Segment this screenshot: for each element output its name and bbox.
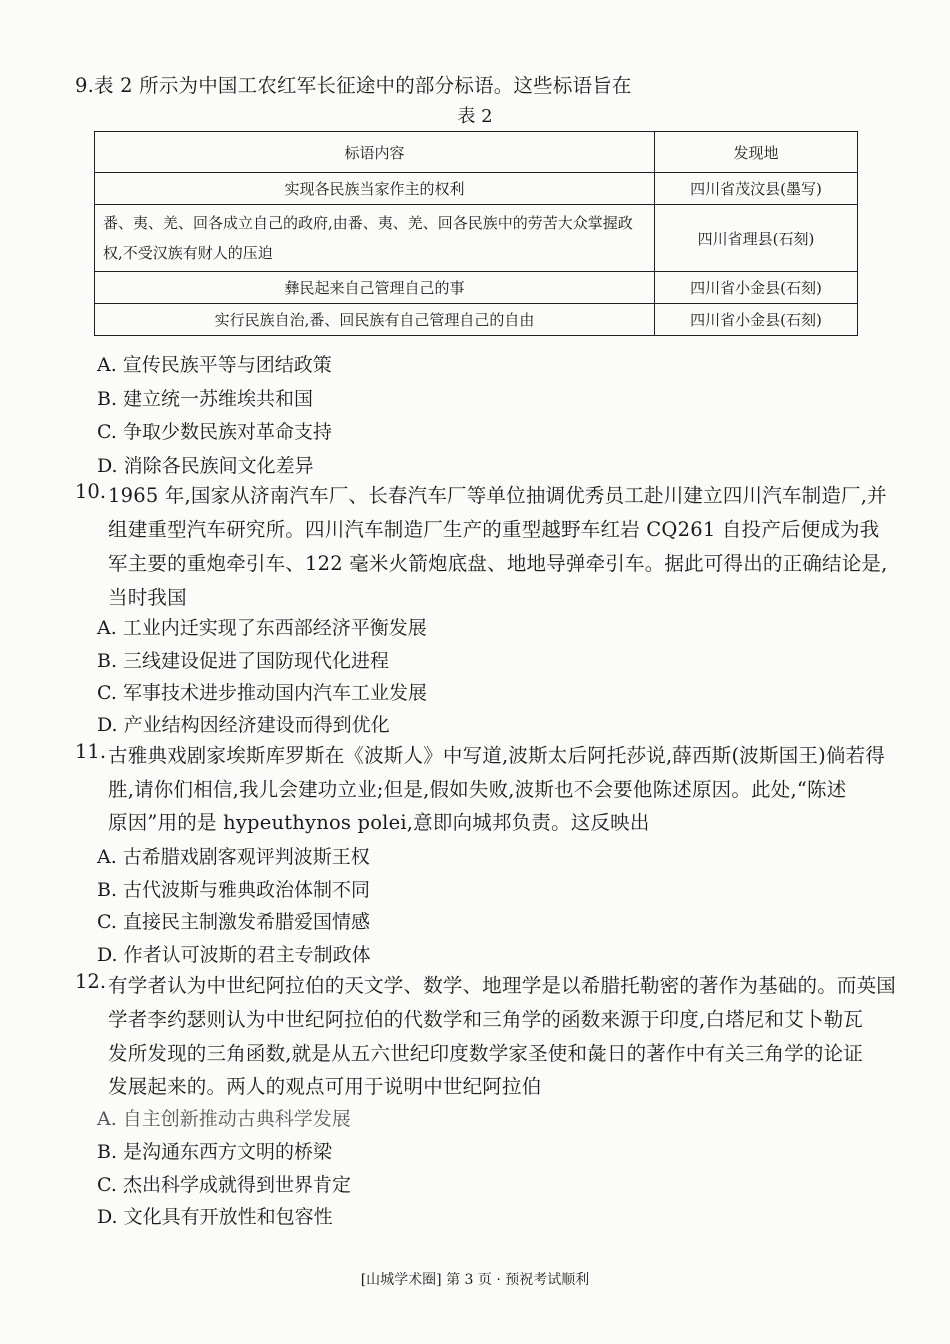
table-header: 标语内容	[95, 132, 655, 173]
table-cell: 四川省理县(石刻)	[655, 205, 858, 272]
table-header: 发现地	[655, 132, 858, 173]
q12-option-d: D. 文化具有开放性和包容性	[97, 1206, 333, 1228]
q12-option-b: B. 是沟通东西方文明的桥梁	[97, 1141, 333, 1163]
table-cell: 实行民族自治,番、回民族有自己管理自己的自由	[95, 304, 655, 336]
page-footer: [山城学术圈] 第 3 页 · 预祝考试顺利	[360, 1272, 590, 1288]
q9-stem	[75, 70, 632, 98]
slogan-table	[94, 131, 858, 336]
q10-option-a: A. 工业内迁实现了东西部经济平衡发展	[97, 617, 427, 639]
q12-option-c: C. 杰出科学成就得到世界肯定	[97, 1174, 351, 1196]
q9-option-c: C. 争取少数民族对革命支持	[97, 421, 332, 443]
table-row	[95, 304, 858, 336]
table-cell: 番、夷、羌、回各成立自己的政府,由番、夷、羌、回各民族中的劳苦大众掌握政权,不受汉族有财人的压迫	[95, 205, 655, 272]
q10-option-b: B. 三线建设促进了国防现代化进程	[97, 650, 390, 672]
q11-option-c: C. 直接民主制激发希腊爱国情感	[97, 911, 370, 933]
q12-option-a: A. 自主创新推动古典科学发展	[97, 1108, 351, 1130]
q10-option-d: D. 产业结构因经济建设而得到优化	[97, 714, 390, 736]
q11-line: 原因”用的是 hypeuthynos polei,意即向城邦负责。这反映出	[108, 811, 650, 834]
q11-line: 胜,请你们相信,我儿会建功立业;但是,假如失败,波斯也不会要他陈述原因。此处,“陈述	[108, 778, 847, 801]
table-cell: 实现各民族当家作主的权利	[95, 173, 655, 205]
q9-option-b: B. 建立统一苏维埃共和国	[97, 388, 314, 410]
table-row	[95, 173, 858, 205]
q11-option-a: A. 古希腊戏剧客观评判波斯王权	[97, 846, 370, 868]
q10-number: 10.	[75, 480, 107, 503]
q10-line: 1965 年,国家从济南汽车厂、长春汽车厂等单位抽调优秀员工赴川建立四川汽车制造厂,并	[108, 484, 887, 507]
q12-line: 学者李约瑟则认为中世纪阿拉伯的代数学和三角学的函数来源于印度,白塔尼和艾卜勒瓦	[108, 1008, 863, 1031]
q10-line: 组建重型汽车研究所。四川汽车制造厂生产的重型越野车红岩 CQ261 自投产后便成为我	[108, 518, 880, 541]
q11-option-b: B. 古代波斯与雅典政治体制不同	[97, 879, 371, 901]
table-header-row	[95, 132, 858, 173]
q9-number: 9.	[75, 74, 95, 97]
q11-option-d: D. 作者认可波斯的君主专制政体	[97, 944, 371, 966]
q9-option-a: A. 宣传民族平等与团结政策	[97, 354, 332, 376]
q12-line: 发所发现的三角函数,就是从五六世纪印度数学家圣使和彘日的著作中有关三角学的论证	[108, 1042, 863, 1065]
q9-option-d: D. 消除各民族间文化差异	[97, 455, 314, 477]
table-cell: 四川省小金县(石刻)	[655, 304, 858, 336]
q12-line: 发展起来的。两人的观点可用于说明中世纪阿拉伯	[108, 1075, 542, 1098]
q11-line: 古雅典戏剧家埃斯库罗斯在《波斯人》中写道,波斯太后阿托莎说,薛西斯(波斯国王)倘若得	[108, 744, 886, 767]
q10-line: 当时我国	[108, 586, 187, 609]
table-row	[95, 205, 858, 272]
q10-option-c: C. 军事技术进步推动国内汽车工业发展	[97, 682, 427, 704]
q9-stem-text: 表 2 所示为中国工农红军长征途中的部分标语。这些标语旨在	[94, 74, 632, 97]
table-caption: 表 2	[457, 106, 493, 127]
q12-number: 12.	[75, 970, 107, 993]
table-cell: 四川省茂汶县(墨写)	[655, 173, 858, 205]
q11-number: 11.	[75, 740, 107, 763]
q12-line: 有学者认为中世纪阿拉伯的天文学、数学、地理学是以希腊托勒密的著作为基础的。而英国	[108, 974, 897, 997]
table-cell: 彝民起来自己管理自己的事	[95, 272, 655, 304]
table-cell: 四川省小金县(石刻)	[655, 272, 858, 304]
q10-line: 军主要的重炮牵引车、122 毫米火箭炮底盘、地地导弹牵引车。据此可得出的正确结论是,	[108, 552, 888, 575]
table-row	[95, 272, 858, 304]
